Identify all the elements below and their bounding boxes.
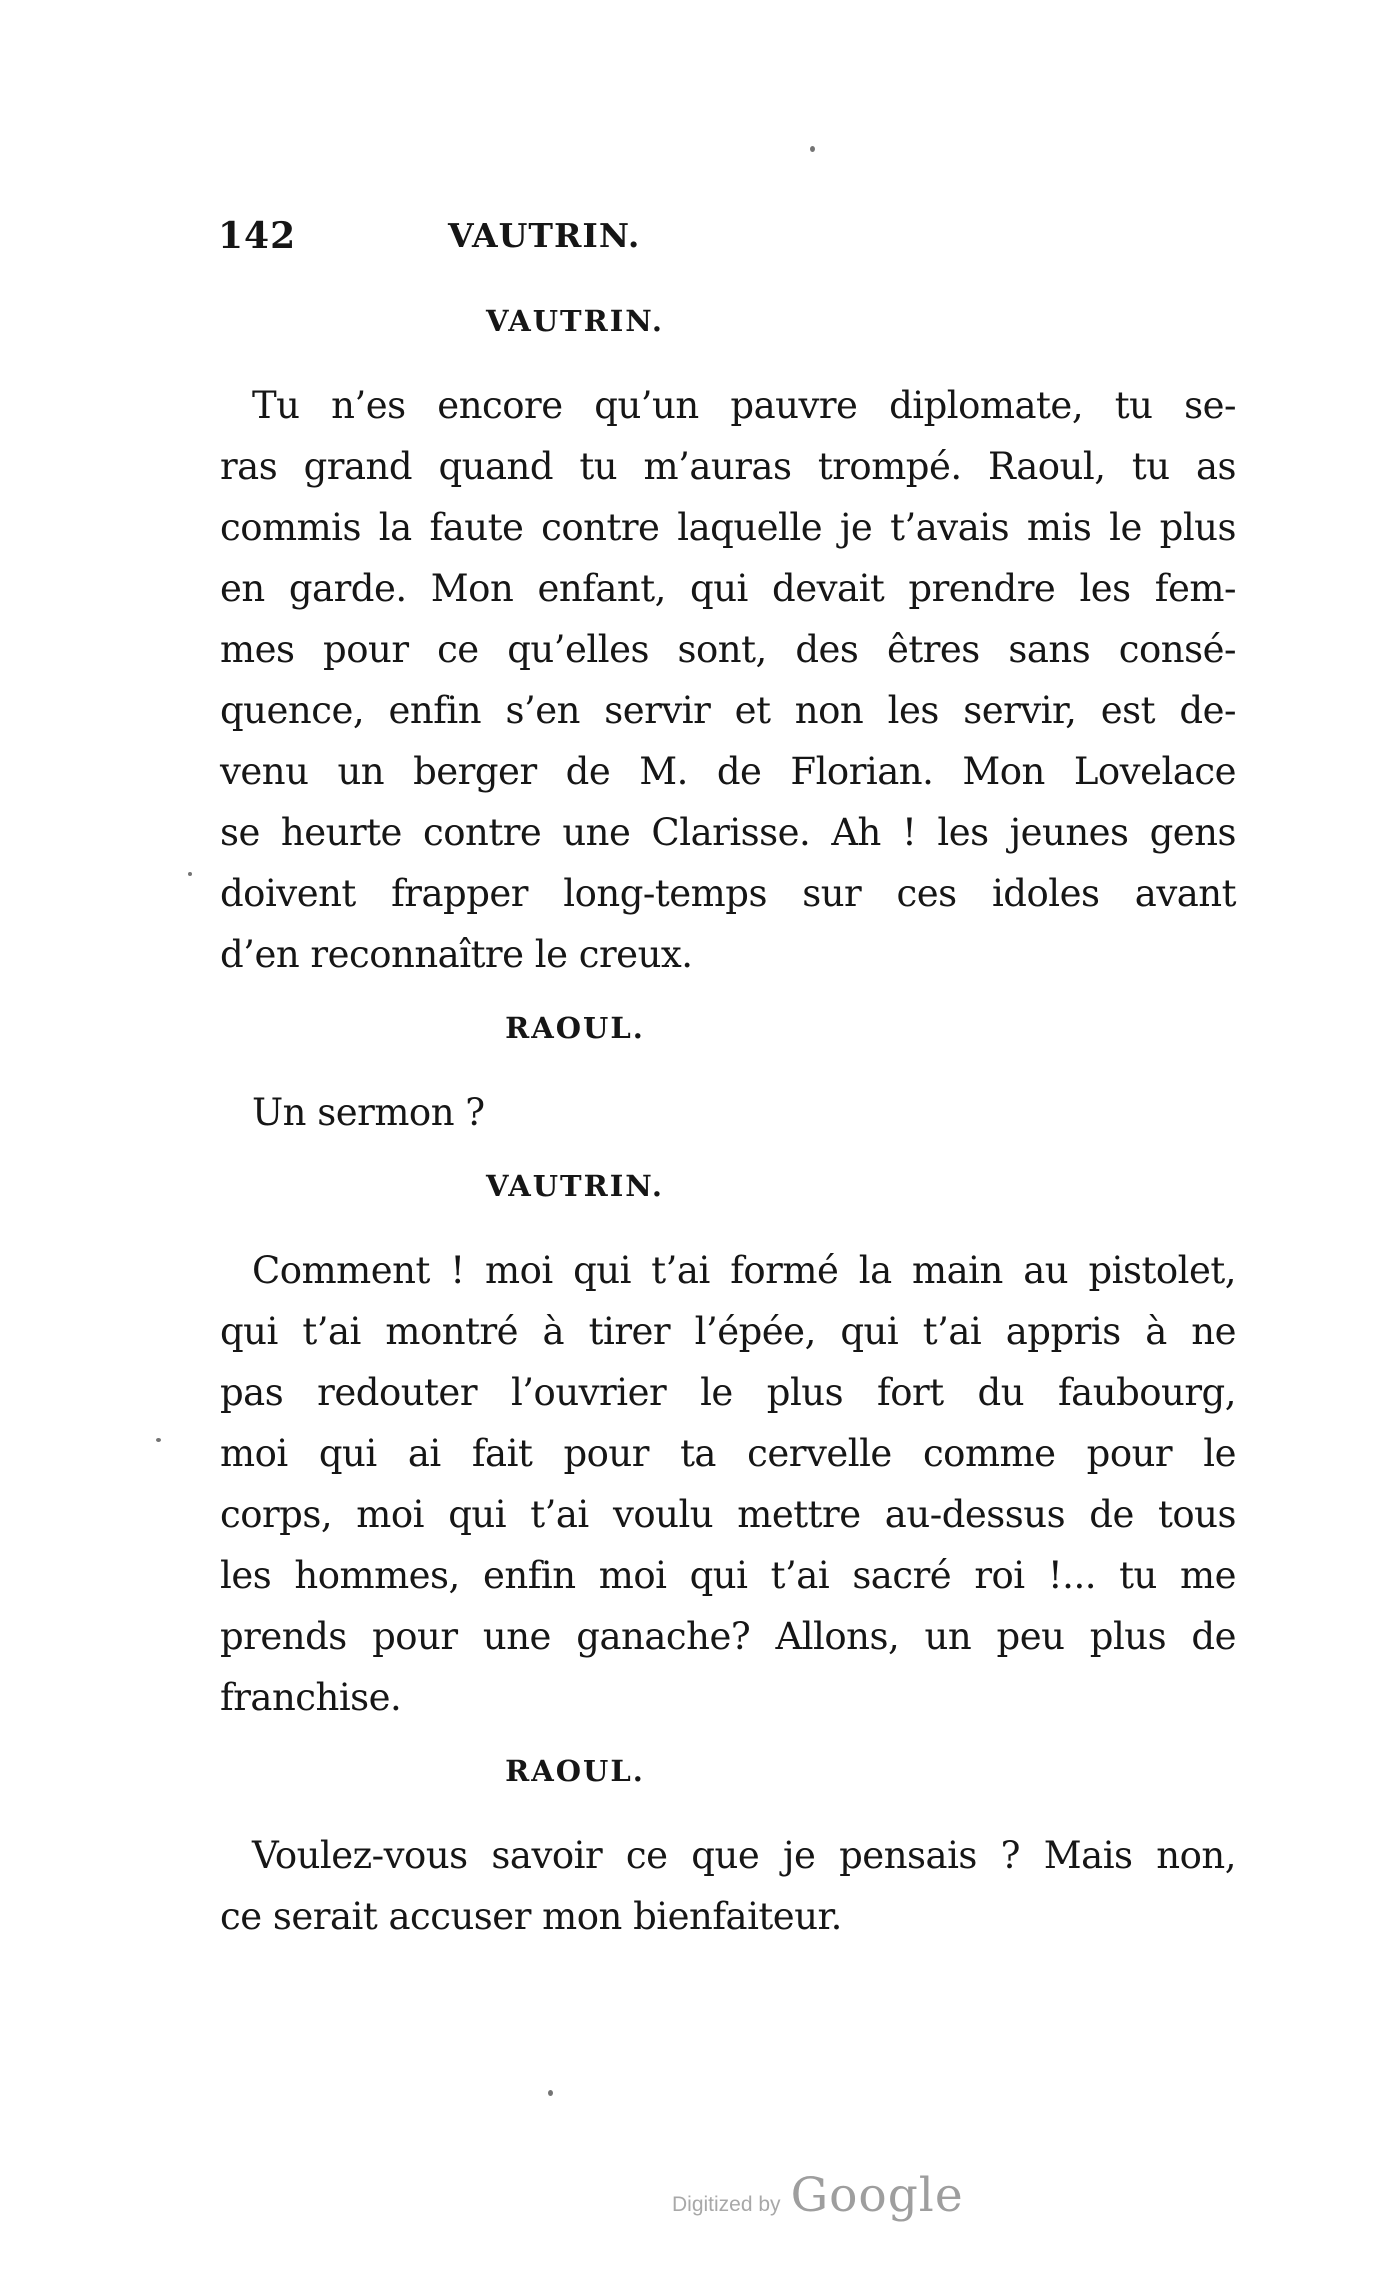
- speaker-heading: VAUTRIN.: [485, 304, 665, 338]
- text-line: Un sermon ?: [252, 1091, 485, 1134]
- speech-text: [220, 1240, 1236, 1728]
- text-line: ce serait accuser mon bienfaiteur.: [220, 1895, 842, 1938]
- page-number: 142: [218, 215, 297, 257]
- speaker-heading: RAOUL.: [505, 1011, 645, 1045]
- text-line: pas redouter l’ouvrier le plus fort du faubourg,: [220, 1371, 1236, 1414]
- text-line: Voulez-vous savoir ce que je pensais ? Mais non,: [252, 1834, 1236, 1877]
- speech-block: [0, 1012, 1394, 1143]
- speaker-heading: VAUTRIN.: [485, 1169, 665, 1203]
- speaker-heading: RAOUL.: [505, 1754, 645, 1788]
- text-line: les hommes, enfin moi qui t’ai sacré roi !... tu me: [220, 1554, 1236, 1597]
- text-line: doivent frapper long-temps sur ces idoles avant: [220, 872, 1236, 915]
- running-header: VAUTRIN.: [448, 216, 641, 255]
- digitized-by-label: Digitized by: [672, 2193, 781, 2216]
- text-line: moi qui ai fait pour ta cervelle comme pour le: [220, 1432, 1236, 1475]
- speech-block: [0, 1170, 1394, 1728]
- page-header: [0, 0, 1394, 257]
- text-line: mes pour ce qu’elles sont, des êtres sans consé-: [220, 628, 1236, 671]
- speech-text: [220, 1082, 1236, 1143]
- watermark: [672, 2168, 964, 2223]
- scan-speck: [548, 2090, 553, 2096]
- text-line: venu un berger de M. de Florian. Mon Lovelace: [220, 750, 1236, 793]
- text-line: ras grand quand tu m’auras trompé. Raoul, tu as: [220, 445, 1236, 488]
- text-line: corps, moi qui t’ai voulu mettre au-dessus de tous: [220, 1493, 1236, 1536]
- speech-block: [0, 1755, 1394, 1947]
- scan-speck: [188, 872, 192, 876]
- text-line: en garde. Mon enfant, qui devait prendre les fem-: [220, 567, 1236, 610]
- text-line: Tu n’es encore qu’un pauvre diplomate, tu se-: [252, 384, 1236, 427]
- text-line: d’en reconnaître le creux.: [220, 933, 693, 976]
- dialogue-section: [0, 305, 1394, 1947]
- google-logo: Google: [790, 2168, 964, 2223]
- text-line: Comment ! moi qui t’ai formé la main au pistolet,: [252, 1249, 1236, 1292]
- text-line: franchise.: [220, 1676, 402, 1719]
- speech-block: [0, 305, 1394, 985]
- scan-speck: [810, 146, 815, 152]
- text-line: commis la faute contre laquelle je t’avais mis le plus: [220, 506, 1236, 549]
- speech-text: [220, 1825, 1236, 1947]
- text-line: se heurte contre une Clarisse. Ah ! les jeunes gens: [220, 811, 1236, 854]
- text-line: quence, enfin s’en servir et non les servir, est de-: [220, 689, 1236, 732]
- speech-text: [220, 375, 1236, 985]
- text-line: prends pour une ganache? Allons, un peu plus de: [220, 1615, 1236, 1658]
- text-line: qui t’ai montré à tirer l’épée, qui t’ai appris à ne: [220, 1310, 1236, 1353]
- scan-speck: [156, 1438, 161, 1442]
